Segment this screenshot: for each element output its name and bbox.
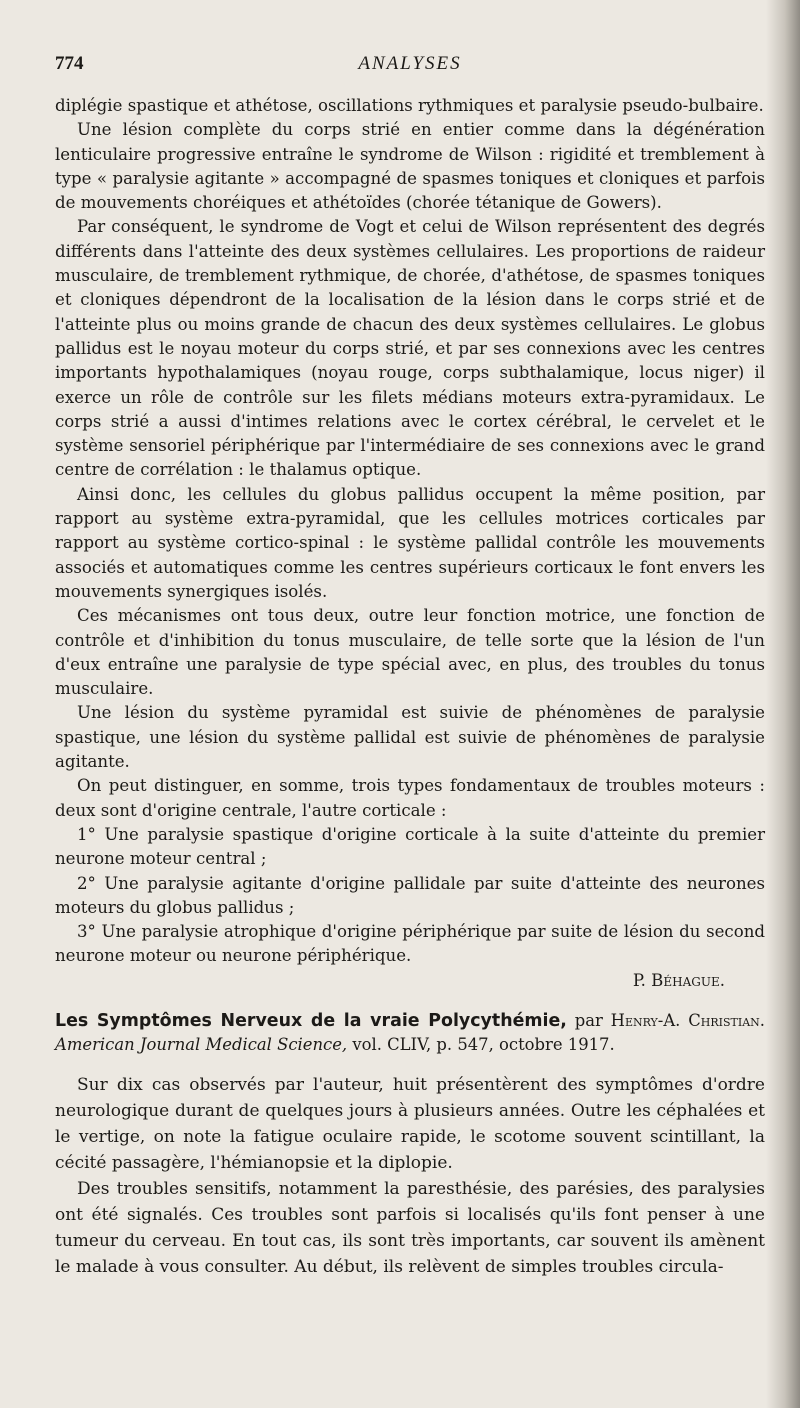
article-title: Les Symptômes Nerveux de la vraie Polycythémie,: [55, 1010, 567, 1031]
article-journal: American Journal Medical Science,: [55, 1035, 348, 1055]
paragraph: Ces mécanismes ont tous deux, outre leur fonction motrice, une fonction de contrôle et d'inhibition du tonus musculaire, de telle sorte que la lésion de l'un d'eux entraîne une paralysie de type spécial avec, en plus, des troubles du tonus musculaire.: [55, 606, 765, 699]
paragraph: Une lésion du système pyramidal est suivie de phénomènes de paralysie spastique, une lésion du système pallidal est suivie de phénomènes de paralysie agitante.: [55, 703, 765, 772]
article-reference: vol. CLIV, p. 547, octobre 1917.: [352, 1035, 615, 1055]
page-header: [55, 52, 765, 80]
paragraph: Une lésion complète du corps strié en entier comme dans la dégénération lenticulaire progressive entraîne le syndrome de Wilson : rigidité et tremblement à type « paralysie agitante » accompagné de spasmes toniques et cloniques et parfois de mouvements choréiques et athétoïdes (chorée tétanique de Gowers).: [55, 120, 765, 213]
paragraph: On peut distinguer, en somme, trois types fondamentaux de troubles moteurs : deux sont d'origine centrale, l'autre corticale :: [55, 776, 765, 820]
list-item: 3° Une paralysie atrophique d'origine périphérique par suite de lésion du second neurone moteur ou neurone périphérique.: [55, 922, 765, 966]
paragraph-continuation: diplégie spastique et athétose, oscillations rythmiques et paralysie pseudo-bulbaire.: [55, 96, 764, 115]
book-page: [55, 52, 765, 1280]
paragraph: Ainsi donc, les cellules du globus pallidus occupent la même position, par rapport au système extra-pyramidal, que les cellules motrices corticales par rapport au système cortico-spinal : le système pallidal contrôle les mouvements associés et automatiques comme les centres supérieurs corticaux le font envers les mouvements synergiques isolés.: [55, 484, 765, 601]
paragraph: Par conséquent, le syndrome de Vogt et celui de Wilson représentent des degrés différents dans l'atteinte des deux systèmes cellulaires. Les proportions de raideur musculaire, de tremblement rythmique, de chorée, d'athétose, de spasmes toniques et cloniques dépendront de la localisation de la lésion dans le corps strié et de l'atteinte plus ou moins grande de chacun des deux systèmes cellulaires. Le globus pallidus est le noyau moteur du corps strié, et par ses connexions avec les centres importants hypothalamiques (noyau rouge, corps subthalamique, locus niger) il exerce un rôle de contrôle sur les filets médians moteurs extra-pyramidaux. Le corps strié a aussi d'intimes relations avec le cortex cérébral, le cervelet et le système sensoriel périphérique par l'intermédiaire de ses connexions avec le grand centre de corrélation : le thalamus optique.: [55, 217, 765, 480]
list-item: 2° Une paralysie agitante d'origine pallidale par suite d'atteinte des neurones moteurs du globus pallidus ;: [55, 873, 765, 917]
paragraph: Des troubles sensitifs, notamment la paresthésie, des parésies, des paralysies ont été signalés. Ces troubles sont parfois si localisés qu'ils font penser à une tumeur du cerveau. En tout cas, ils sont très importants, car souvent ils amènent le malade à vous consulter. Au début, ils relèvent de simples troubles circula-: [55, 1178, 765, 1277]
article-heading: [55, 1009, 765, 1058]
article-by: par: [574, 1010, 603, 1030]
first-article-body: [55, 94, 765, 993]
list-item: 1° Une paralysie spastique d'origine corticale à la suite d'atteinte du premier neurone moteur central ;: [55, 824, 765, 869]
second-article-body: [55, 1072, 765, 1280]
author-signature: P. Béhague.: [632, 970, 725, 990]
second-article: [55, 1009, 765, 1280]
running-title: ANALYSES: [358, 53, 462, 74]
article-author: Henry-A. Christian.: [610, 1010, 765, 1030]
paragraph: Sur dix cas observés par l'auteur, huit présentèrent des symptômes d'ordre neurologique durant de quelques jours à plusieurs années. Outre les céphalées et le vertige, on note la fatigue oculaire rapide, le scotome souvent scintillant, la cécité passagère, l'hémianopsie et la diplopie.: [55, 1074, 765, 1173]
page-number: 774: [55, 53, 84, 74]
page-edge-shadow: [766, 0, 800, 1408]
